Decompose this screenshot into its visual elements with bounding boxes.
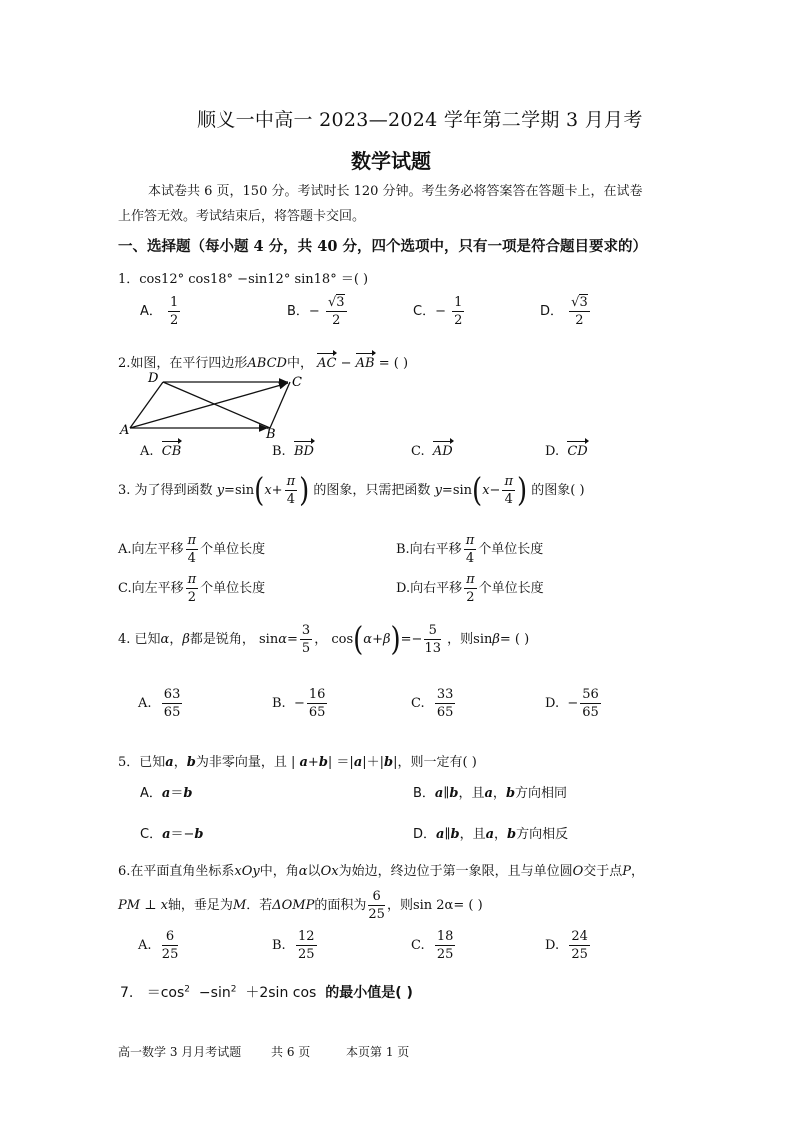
q5-stem: 5．已知a，b为非零向量，且 | a+b| ＝|a|＋|b|，则一定有( ): [118, 755, 477, 770]
q5-option-b: B．a∥b，且a，b方向相同: [413, 786, 568, 801]
parallelogram-figure: [118, 370, 318, 440]
q2-option-b: B. BD: [272, 444, 314, 459]
q6-option-b: B. $\frac{12}{25}$: [272, 929, 315, 962]
q6-option-d: D. $\frac{24}{25}$: [545, 929, 588, 962]
q7-stem: 7. $=\cos^2 -\sin^2 +2\sin$ cos 的最小值是( ): [120, 984, 413, 1001]
subject-title: 数学试题: [351, 149, 431, 173]
q2-stem: 2.如图，在平行四边形ABCD中， AC − AB = ( ): [118, 356, 409, 371]
q6-stem-line1: 6.在平面直角坐标系xOy中，角α以Ox为始边，终边位于第一象限，且与单位圆O交于点P，: [118, 864, 645, 879]
q3-option-b: B.向右平移 $\frac{\pi}{4}$ 个单位长度: [396, 533, 544, 566]
q1-stem: 1．cos12° cos18° −sin12° sin18° ＝( ): [118, 272, 369, 287]
q5-option-a: A．a＝b: [140, 786, 193, 801]
q3-option-d: D.向右平移 $\frac{\pi}{2}$ 个单位长度: [396, 572, 544, 605]
footer-total-pages: 共 6 页: [271, 1045, 311, 1059]
q6-option-a: A. $\frac{6}{25}$: [138, 929, 179, 962]
intro-line1: 本试卷共 6 页，150 分。考试时长 120 分钟。考生务必将答案答在答题卡上，在试卷: [148, 184, 643, 199]
q2-option-c: C. AD: [411, 444, 453, 459]
section1-heading: 一、选择题（每小题 4 分，共 40 分，四个选项中，只有一项是符合题目要求的）: [118, 238, 647, 255]
q4-option-c: C. $\frac{33}{65}$: [411, 687, 454, 720]
q1-c-label: C．: [413, 304, 436, 319]
q2-option-d: D. CD: [545, 444, 588, 459]
q1-option-a: A． $\frac{1}{2}$: [140, 295, 179, 328]
footer-page-number: 本页第 1 页: [346, 1045, 410, 1059]
q4-option-b: B. − $\frac{16}{65}$: [272, 687, 326, 720]
q4-option-d: D. − $\frac{56}{65}$: [545, 687, 599, 720]
q3-option-c: C.向左平移 $\frac{\pi}{2}$ 个单位长度: [118, 572, 266, 605]
q4-option-a: A. $\frac{63}{65}$: [138, 687, 181, 720]
q6-option-c: C. $\frac{18}{25}$: [411, 929, 454, 962]
label-d: D: [148, 371, 159, 386]
q2-option-a: A. CB: [140, 444, 182, 459]
footer-exam: 高一数学 3 月月考试题: [118, 1045, 242, 1059]
q5-option-c: C．a＝−b: [140, 827, 204, 842]
q1-option-d: D． $\frac{√3}{2}$: [540, 295, 588, 328]
q1-option-c: C．− $\frac{1}{2}$: [413, 295, 463, 328]
q1-b-label: B．: [287, 304, 309, 319]
label-a: A: [120, 423, 130, 438]
q1-a-label: A．: [140, 304, 162, 319]
q6-stem-line2: PM ⊥ x轴，垂足为M．若ΔOMP的面积为 $\frac{6}{25}$ ，则sin 2α= ( ): [118, 889, 483, 922]
q4-stem: 4. 已知α，β都是锐角， sinα= $\frac{3}{5}$ ， cos(α+β)=− $\frac{5}{13}$ ，则sinβ= ( ): [118, 620, 530, 659]
intro-line2: 上作答无效。考试结束后，将答题卡交回。: [118, 209, 366, 224]
q3-stem: 3. 为了得到函数 y=sin(x+ $\frac{\pi}{4}$ ) 的图象，只需把函数 y=sin(x− $\frac{\pi}{4}$ ) 的图象( ): [118, 471, 585, 510]
q1-d-label: D．: [540, 304, 564, 319]
label-c: C: [292, 375, 302, 390]
exam-title: 顺义一中高一 2023—2024 学年第二学期 3 月月考: [197, 109, 643, 131]
q5-option-d: D．a∥b，且a，b方向相反: [413, 827, 569, 842]
q3-option-a: A.向左平移 $\frac{\pi}{4}$ 个单位长度: [118, 533, 266, 566]
label-b: B: [266, 427, 276, 440]
q1-option-b: B．− $\frac{√3}{2}$: [287, 295, 345, 328]
